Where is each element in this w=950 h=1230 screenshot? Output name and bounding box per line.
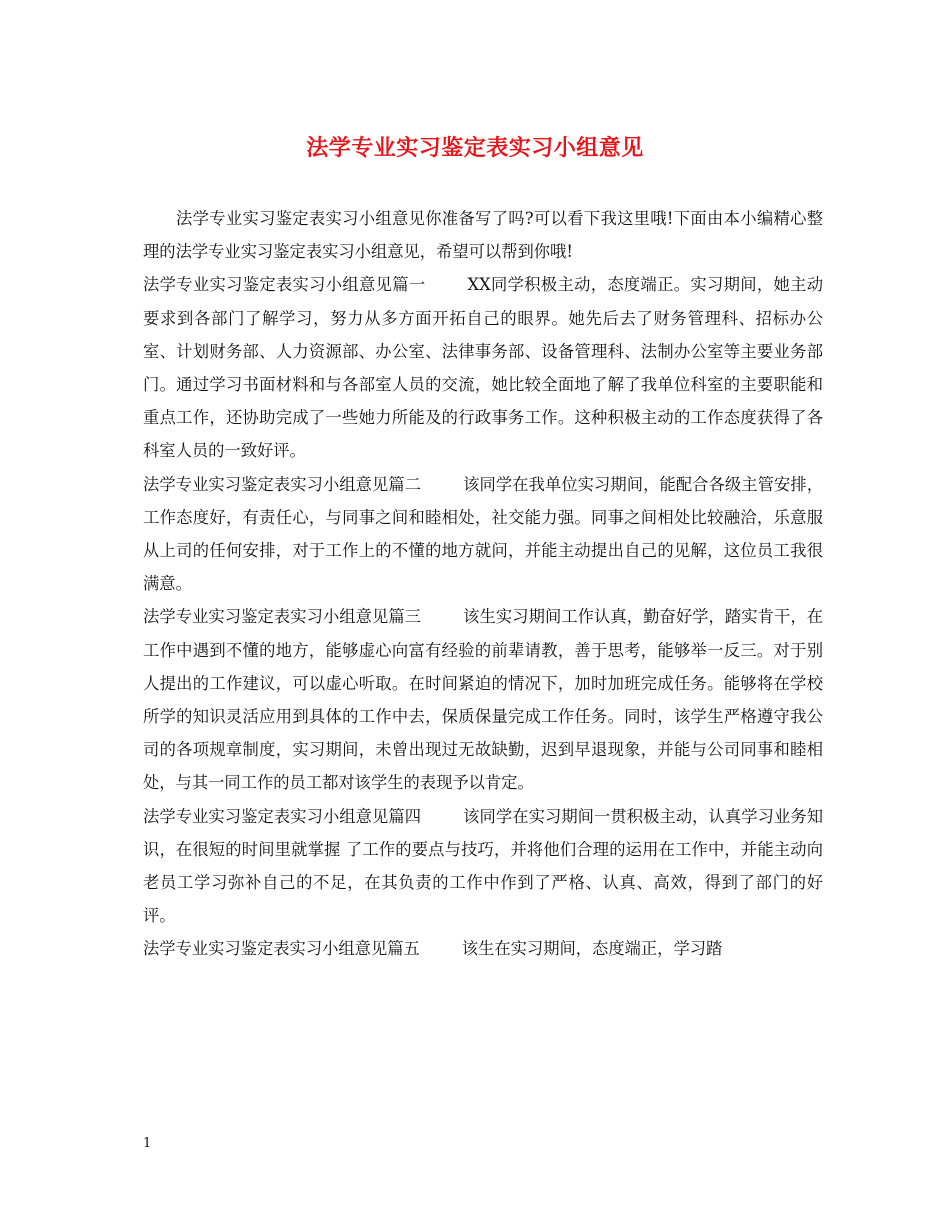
section-paragraph-2 [143, 468, 823, 601]
section-heading-1: 法学专业实习鉴定表实习小组意见篇一 [143, 275, 426, 295]
section-paragraph-4 [143, 800, 823, 933]
intro-paragraph: 法学专业实习鉴定表实习小组意见你准备写了吗?可以看下我这里哦!下面由本小编精心整理的法学专业实习鉴定表实习小组意见，希望可以帮到你哦! [143, 209, 823, 262]
section-paragraph-5 [143, 932, 823, 965]
section-heading-5: 法学专业实习鉴定表实习小组意见篇五 [143, 939, 420, 959]
section-heading-2: 法学专业实习鉴定表实习小组意见篇二 [143, 474, 422, 494]
section-heading-3: 法学专业实习鉴定表实习小组意见篇三 [143, 607, 422, 627]
section-body-1: XX同学积极主动，态度端正。实习期间，她主动要求到各部门了解学习，努力从多方面开拓自己的眼界。她先后去了财务管理科、招标办公室、计划财务部、人力资源部、办公室、法律事务部、设备管理科、法制办公室等主要业务部门。通过学习书面材料和与各部室人员的交流，她比较全面地了解了我单位科室的主要职能和重点工作，还协助完成了一些她力所能及的行政事务工作。这种积极主动的工作态度获得了各科室人员的一致好评。 [143, 275, 823, 461]
section-body-4: 该同学在实习期间一贯积极主动，认真学习业务知识，在很短的时间里就掌握 了工作的要点与技巧，并将他们合理的运用在工作中，并能主动向老员工学习弥补自己的不足，在其负责的工作中作到了严格、认真、高效，得到了部门的好评。 [143, 806, 823, 926]
section-paragraph-3 [143, 600, 823, 799]
section-body-3: 该生实习期间工作认真，勤奋好学，踏实肯干，在工作中遇到不懂的地方，能够虚心向富有经验的前辈请教，善于思考，能够举一反三。对于别人提出的工作建议，可以虚心听取。在时间紧迫的情况下，加时加班完成任务。能够将在学校所学的知识灵活应用到具体的工作中去，保质保量完成工作任务。同时，该学生严格遵守我公司的各项规章制度，实习期间，未曾出现过无故缺勤，迟到早退现象，并能与公司同事和睦相处，与其一同工作的员工都对该学生的表现予以肯定。 [143, 607, 823, 793]
document-title: 法学专业实习鉴定表实习小组意见 [306, 135, 644, 161]
section-paragraph-1 [143, 268, 823, 467]
page-number: 1 [143, 1136, 152, 1151]
section-body-2: 该同学在我单位实习期间，能配合各级主管安排，工作态度好，有责任心，与同事之间和睦相处，社交能力强。同事之间相处比较融洽，乐意服从上司的任何安排，对于工作上的不懂的地方就问，并能主动提出自己的见解，这位员工我很满意。 [143, 474, 823, 594]
document-body [143, 202, 823, 966]
section-heading-4: 法学专业实习鉴定表实习小组意见篇四 [143, 806, 422, 826]
section-body-5: 该生在实习期间，态度端正，学习踏 [461, 939, 723, 959]
